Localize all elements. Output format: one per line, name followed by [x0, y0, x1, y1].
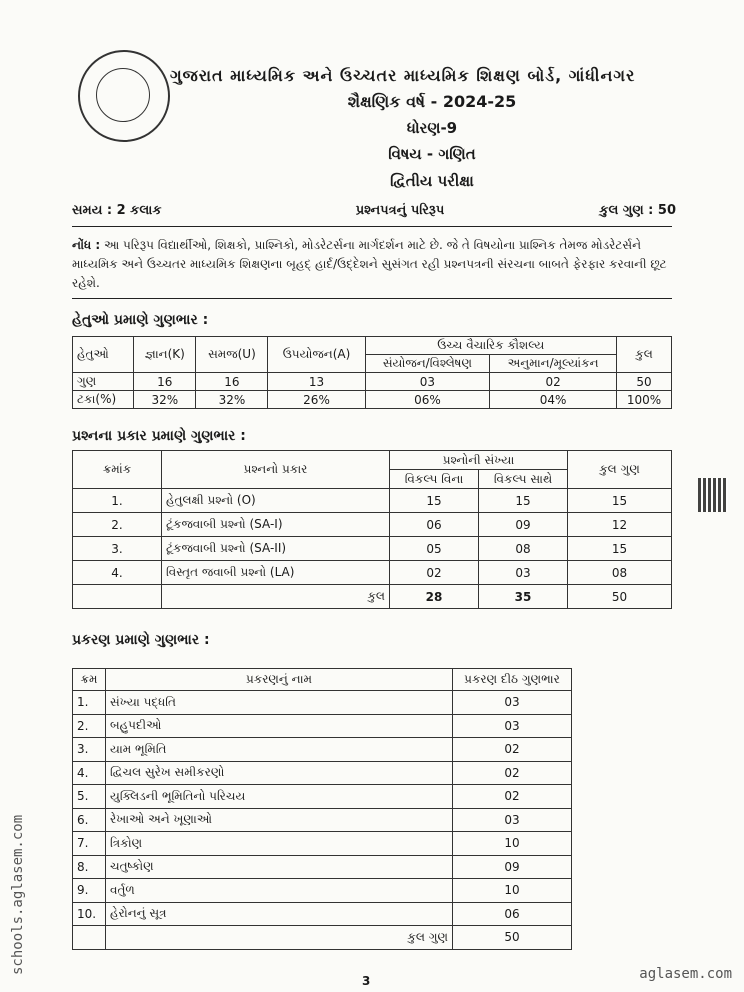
table-subheader: અનુમાન/મૂલ્યાંકન — [490, 355, 617, 373]
table-row: 2. બહુપદીઓ 03 — [73, 714, 572, 738]
table-header: પ્રકરણ દીઠ ગુણભાર — [453, 669, 572, 691]
table-row: 6. રેખાઓ અને ખૂણાઓ 03 — [73, 808, 572, 832]
table-row: 1. સંખ્યા પદ્ધતિ 03 — [73, 691, 572, 715]
paper-title: પ્રશ્નપત્રનું પરિરૂપ — [355, 203, 445, 218]
question-type-table — [72, 450, 672, 609]
table-row: 5. યુક્લિડની ભૂમિતિનો પરિચય 02 — [73, 785, 572, 809]
objectives-table — [72, 336, 672, 409]
table-row: ટકા(%) 32% 32% 26% 06% 04% 100% — [73, 391, 672, 409]
table-header: પ્રશ્નનો પ્રકાર — [162, 451, 390, 489]
table-header: પ્રશ્નોની સંખ્યા — [390, 451, 568, 470]
table-row: 7. ત્રિકોણ 10 — [73, 832, 572, 856]
table-header: કુલ — [616, 337, 671, 373]
table-row: 9. વર્તુળ 10 — [73, 879, 572, 903]
standard: ધોરણ-9 — [406, 119, 458, 137]
table-header: સમજ(U) — [196, 337, 268, 373]
table-header: જ્ઞાન(K) — [134, 337, 196, 373]
academic-year: શૈક્ષણિક વર્ષ - 2024-25 — [347, 92, 517, 111]
table-row: ગુણ 16 16 13 03 02 50 — [73, 373, 672, 391]
table-header: હેતુઓ — [73, 337, 134, 373]
table-subheader: સંયોજન/વિશ્લેષણ — [365, 355, 490, 373]
table-total-row: કુલ 28 35 50 — [73, 585, 672, 609]
table-header: કુલ ગુણ — [568, 451, 672, 489]
subject: વિષય - ગણિત — [388, 145, 476, 163]
table-subheader: વિકલ્પ સાથે — [479, 470, 568, 489]
rule-note — [72, 298, 672, 299]
page-number: 3 — [362, 974, 371, 988]
table-header: ઉચ્ચ વૈચારિક કૌશલ્ય — [365, 337, 616, 355]
exam-name: દ્વિતીય પરીક્ષા — [390, 172, 474, 190]
side-watermark: schools.aglasem.com — [10, 814, 26, 975]
board-name: ગુજરાત માધ્યમિક અને ઉચ્ચતર માધ્યમિક શિક્ષણ બોર્ડ, ગાંધીનગર — [170, 66, 636, 85]
table-row: 4. વિસ્તૃત જવાબી પ્રશ્નો (LA) 02 03 08 — [73, 561, 672, 585]
table-total-row: કુલ ગુણ 50 — [73, 926, 572, 950]
table-row: 8. ચતુષ્કોણ 09 — [73, 855, 572, 879]
total-marks: કુલ ગુણ : 50 — [599, 203, 676, 218]
table-header: ક્રમાંક — [73, 451, 162, 489]
table-header: ઉપયોજન(A) — [268, 337, 365, 373]
note-label: નોંધ : — [72, 238, 101, 252]
objectives-title: હેતુઓ પ્રમાણે ગુણભાર : — [72, 312, 209, 328]
qr-code-icon — [698, 478, 728, 512]
table-row: 3. યામ ભૂમિતિ 02 — [73, 738, 572, 762]
table-row: 1. હેતુલક્ષી પ્રશ્નો (O) 15 15 15 — [73, 489, 672, 513]
table-header: પ્રકરણનું નામ — [106, 669, 453, 691]
table-header: ક્રમ — [73, 669, 106, 691]
table-row: 2. ટૂંકજવાબી પ્રશ્નો (SA-I) 06 09 12 — [73, 513, 672, 537]
rule-top — [72, 226, 672, 227]
question-type-title: પ્રશ્નના પ્રકાર પ્રમાણે ગુણભાર : — [72, 428, 246, 444]
time-label: સમય : 2 કલાક — [72, 203, 162, 218]
chapter-title: પ્રકરણ પ્રમાણે ગુણભાર : — [72, 632, 210, 648]
chapter-table — [72, 668, 572, 950]
brand-watermark: aglasem.com — [639, 966, 732, 982]
table-row: 3. ટૂંકજવાબી પ્રશ્નો (SA-II) 05 08 15 — [73, 537, 672, 561]
table-row: 10. હેરોનનું સૂત્ર 06 — [73, 902, 572, 926]
note — [72, 236, 676, 293]
table-row: 4. દ્વિચલ સુરેખ સમીકરણો 02 — [73, 761, 572, 785]
note-text: આ પરિરૂપ વિદ્યાર્થીઓ, શિક્ષકો, પ્રાશ્નિકો, મોડરેટર્સના માર્ગદર્શન માટે છે. જે તે વિષયોના પ્રાશ્નિક તેમજ મોડરેટર્સને માધ્યમિક અને ઉચ્ચતર માધ્યમિક શિક્ષણના બૃહદ્ હાર્દ/ઉદ્દેશને સુસંગત રહી પ્રશ્નપત્રની સંરચના બાબતે ફેરફાર કરવાની છૂટ રહેશે. — [72, 238, 667, 290]
table-subheader: વિકલ્પ વિના — [390, 470, 479, 489]
